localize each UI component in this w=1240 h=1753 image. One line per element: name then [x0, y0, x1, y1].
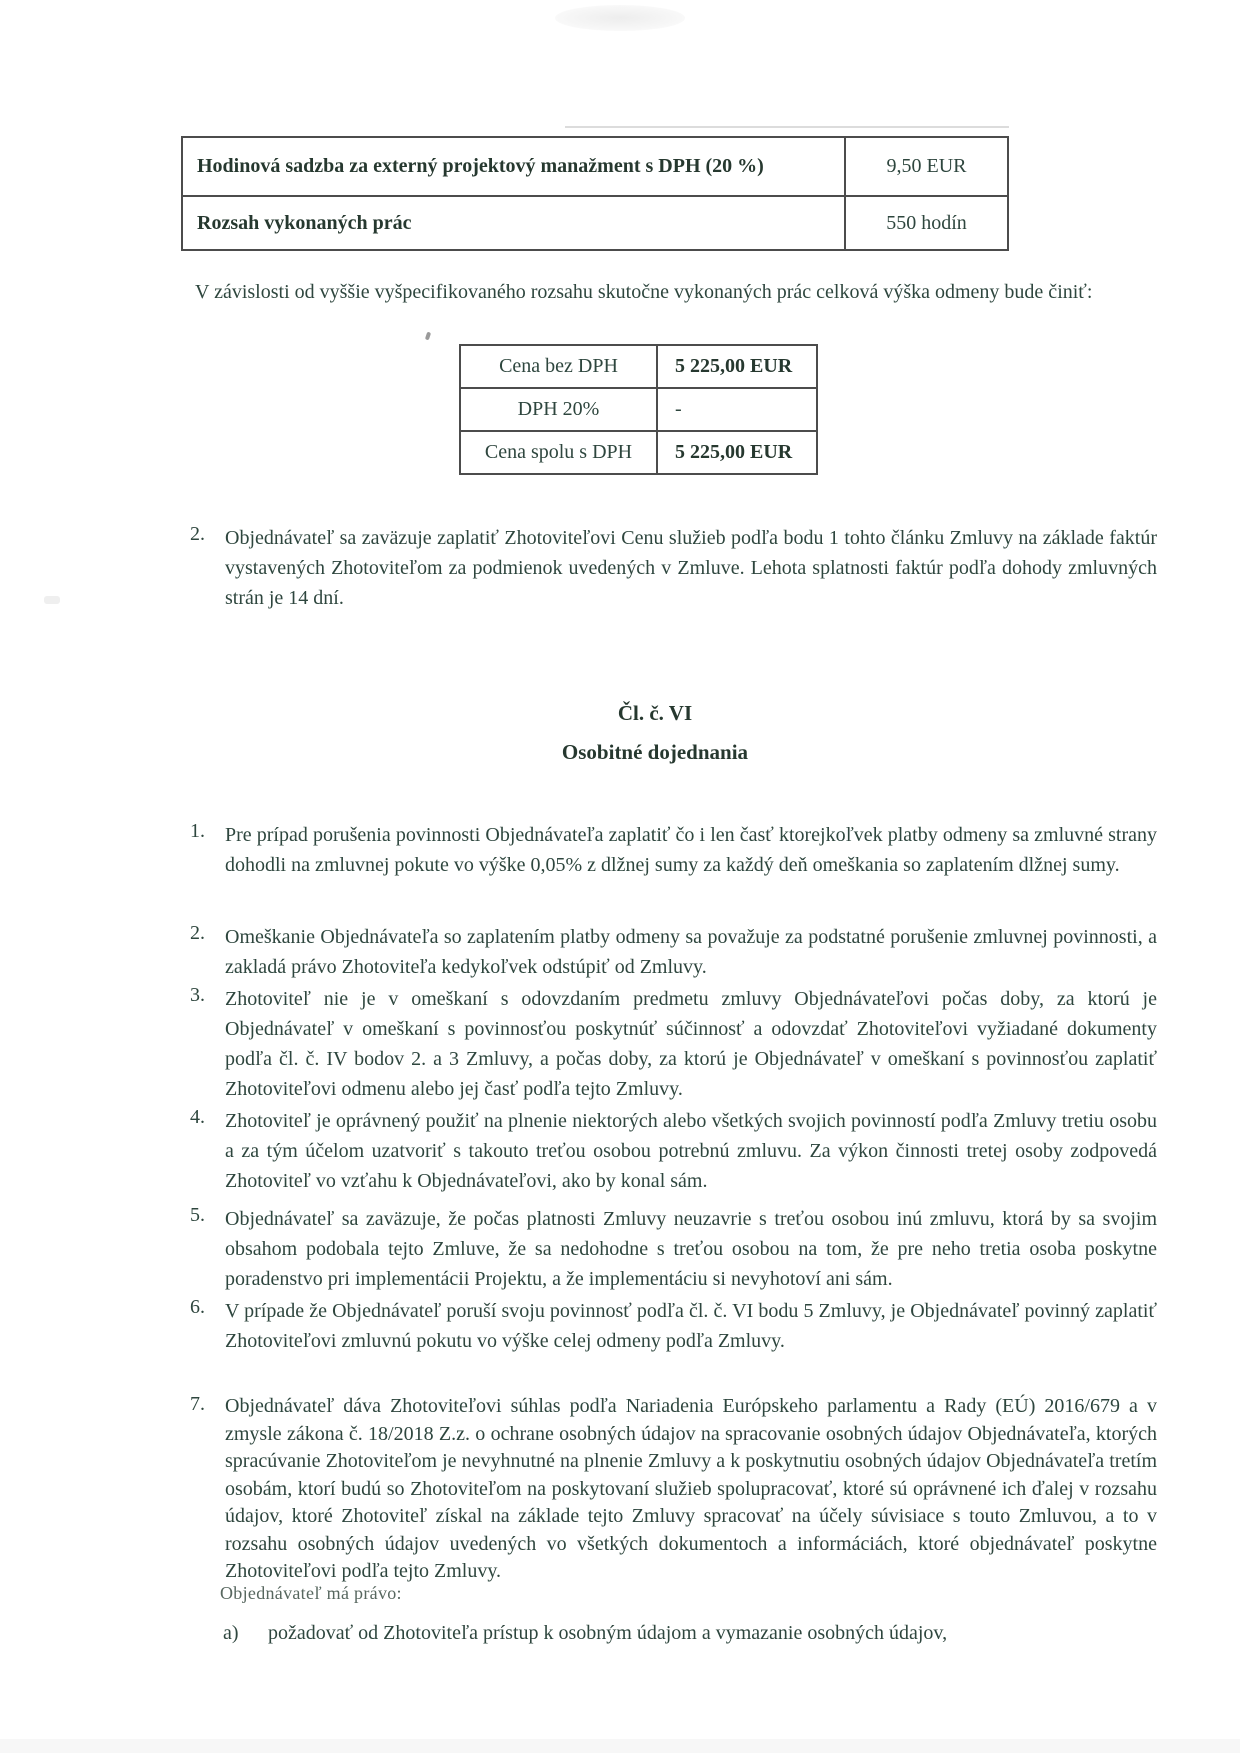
scan-bottom-shadow — [0, 1739, 1240, 1753]
rate-table — [181, 136, 1009, 251]
table-row — [460, 388, 817, 431]
sub-item-text: požadovať od Zhotoviteľa prístup k osobným údajom a vymazanie osobných údajov, — [268, 1622, 948, 1644]
sub-item-letter: a) — [223, 1622, 239, 1644]
item-number: 6. — [190, 1296, 205, 1318]
table-row — [182, 196, 1008, 250]
table-row — [460, 431, 817, 474]
price-row-label: DPH 20% — [460, 388, 657, 431]
scan-smudge — [555, 5, 685, 31]
item-text: V prípade že Objednávateľ poruší svoju povinnosť podľa čl. č. VI bodu 5 Zmluvy, je Objednávateľ povinný zaplatiť Zhotoviteľovi zmluvnú pokutu vo výške celej odmeny podľa Zmluvy. — [225, 1300, 1157, 1352]
price-row-value: 5 225,00 EUR — [657, 345, 817, 388]
item-number: 3. — [190, 984, 205, 1006]
item-number: 2. — [190, 922, 205, 944]
item-text: Objednávateľ dáva Zhotoviteľovi súhlas podľa Nariadenia Európskeho parlamentu a Rady (EÚ) 2016/679 a v zmysle zákona č. 18/2018 Z.z. o ochrane osobných údajov na spracovanie osobných údajov Objednávateľa, ktorých spracúvanie Zhotoviteľom je nevyhnutné na plnenie Zmluvy a k poskytnutiu osobných údajov Objednávateľa tretím osobám, ktorí budú so Zhotoviteľom na poskytovaní služieb spolupracovať, ktoré sú oprávnené ich ďalej v rozsahu údajov, ktoré Zhotoviteľ získal na základe tejto Zmluvy spracovať na účely súvisiace s touto Zmluvou, a to v rozsahu osobných údajov uvedených vo všetkých dokumentoch a informáciách, ktoré objednávateľ poskytne Zhotoviteľovi podľa tejto Zmluvy. — [225, 1395, 1157, 1582]
list-item — [190, 1106, 1157, 1196]
item-text: Pre prípad porušenia povinnosti Objednávateľa zaplatiť čo i len časť ktorejkoľvek platby odmeny sa zmluvné strany dohodli na zmluvnej pokute vo výške 0,05% z dlžnej sumy za každý deň omeškania so zaplatením dlžnej sumy. — [225, 824, 1157, 876]
item-number: 5. — [190, 1204, 205, 1226]
scan-artifact-mark — [44, 596, 60, 604]
table-row — [182, 137, 1008, 196]
section-subtitle: Osobitné dojednania — [561, 740, 749, 764]
list-item — [190, 1393, 1157, 1586]
item-number: 4. — [190, 1106, 205, 1128]
item-text: Zhotoviteľ nie je v omeškaní s odovzdaním predmetu zmluvy Objednávateľovi počas doby, za ktorú je Objednávateľ v omeškaní s povinnosťou poskytnúť súčinnosť a odovzdať Zhotoviteľovi vyžiadané dokumenty podľa čl. č. IV bodov 2. a 3 Zmluvy, a počas doby, za ktorú je Objednávateľ v omeškaní s povinnosťou zaplatiť Zhotoviteľovi odmenu alebo jej časť podľa tejto Zmluvy. — [225, 988, 1157, 1100]
intro-paragraph: V závislosti od vyššie vyšpecifikovaného rozsahu skutočne vykonaných prác celková výška odmeny bude činiť: — [195, 281, 1093, 303]
item-number: 7. — [190, 1393, 205, 1415]
rate-row-value: 550 hodín — [845, 196, 1008, 250]
price-row-label: Cena spolu s DPH — [460, 431, 657, 474]
rate-row-value: 9,50 EUR — [845, 137, 1008, 196]
item-text: Objednávateľ sa zaväzuje, že počas platnosti Zmluvy neuzavrie s treťou osobou inú zmluvu, ktorá by sa svojim obsahom podobala tejto Zmluve, že sa nedohodne s treťou osobou na tom, že pre neho tretia osoba poskytne poradenstvo pri implementácii Projektu, a že implementáciu si nevyhotoví ani sám. — [225, 1208, 1157, 1290]
list-item — [190, 1204, 1157, 1294]
list-item — [190, 922, 1157, 982]
rights-intro: Objednávateľ má právo: — [220, 1583, 402, 1603]
clause-text: Objednávateľ sa zaväzuje zaplatiť Zhotoviteľovi Cenu služieb podľa bodu 1 tohto článku Zmluvy na základe faktúr vystavených Zhotoviteľom za podmienok uvedených v Zmluve. Lehota splatnosti faktúr podľa dohody zmluvných strán je 14 dní. — [225, 527, 1157, 609]
scan-artifact-line — [565, 126, 1009, 128]
list-item — [190, 1296, 1157, 1356]
price-row-value: 5 225,00 EUR — [657, 431, 817, 474]
list-item — [190, 820, 1157, 880]
clause-number: 2. — [190, 523, 205, 545]
sub-list-item — [223, 1622, 1163, 1645]
clause-2 — [190, 523, 1157, 613]
rate-row-label: Rozsah vykonaných prác — [182, 196, 845, 250]
price-row-label: Cena bez DPH — [460, 345, 657, 388]
list-item — [190, 984, 1157, 1104]
rate-row-label: Hodinová sadzba za externý projektový manažment s DPH (20 %) — [182, 137, 845, 196]
price-table — [459, 344, 818, 475]
item-text: Zhotoviteľ je oprávnený použiť na plnenie niektorých alebo všetkých svojich povinností podľa Zmluvy tretiu osobu a za tým účelom uzatvoriť s takouto treťou osobou potrebnú zmluvu. Za výkon činnosti tretej osoby zodpovedá Zhotoviteľ vo vzťahu k Objednávateľovi, ako by konal sám. — [225, 1110, 1157, 1192]
price-row-value: - — [657, 388, 817, 431]
item-text: Omeškanie Objednávateľa so zaplatením platby odmeny sa považuje za podstatné porušenie zmluvnej povinnosti, a zakladá právo Zhotoviteľa kedykoľvek odstúpiť od Zmluvy. — [225, 926, 1157, 978]
scan-artifact-speck — [425, 332, 431, 341]
item-number: 1. — [190, 820, 205, 842]
section-title: Čl. č. VI — [617, 701, 693, 725]
table-row — [460, 345, 817, 388]
